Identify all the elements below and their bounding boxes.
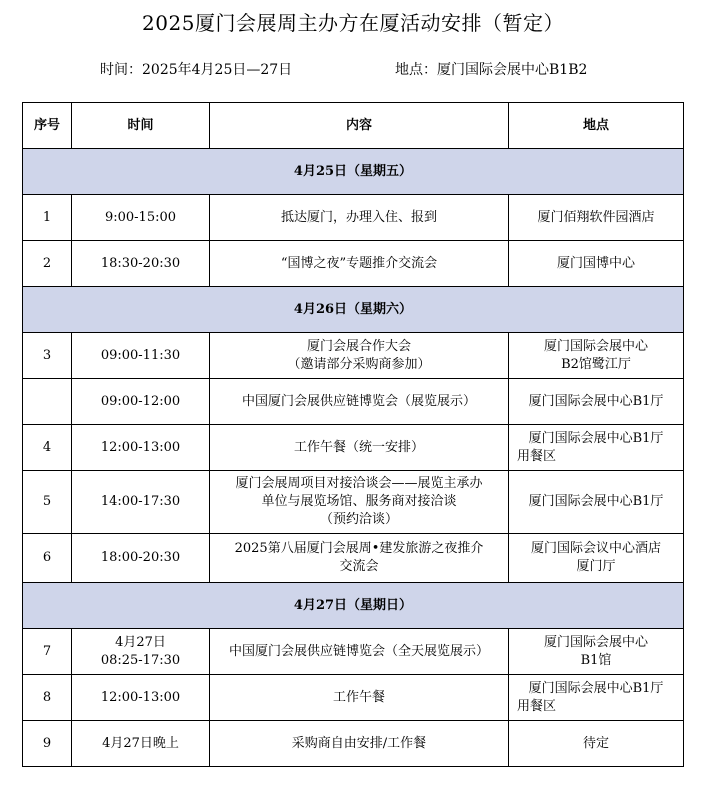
schedule-table — [22, 102, 684, 767]
row-content: 中国厦门会展供应链博览会（展览展示） — [210, 379, 509, 425]
row-place: 厦门国博中心 — [509, 241, 684, 287]
row-no: 7 — [23, 629, 72, 675]
row-place: 厦门国际会展中心B1厅 — [509, 471, 684, 534]
table-row — [23, 241, 684, 287]
table-row — [23, 195, 684, 241]
row-no: 3 — [23, 333, 72, 379]
row-place: 待定 — [509, 721, 684, 767]
table-row — [23, 471, 684, 534]
event-place: 地点：厦门国际会展中心B1B2 — [395, 62, 588, 78]
day-section-row — [23, 287, 684, 333]
row-time: 12:00-13:00 — [72, 425, 210, 471]
table-row — [23, 534, 684, 583]
day-label: 4月26日（星期六） — [23, 287, 684, 333]
row-place: 厦门佰翔软件园酒店 — [509, 195, 684, 241]
row-no: 9 — [23, 721, 72, 767]
row-place: 厦门国际会议中心酒店 厦门厅 — [509, 534, 684, 583]
row-time: 9:00-15:00 — [72, 195, 210, 241]
header-content: 内容 — [210, 103, 509, 149]
row-place: 厦门国际会展中心B1厅 用餐区 — [509, 425, 684, 471]
day-section-row — [23, 149, 684, 195]
row-content: 抵达厦门，办理入住、报到 — [210, 195, 509, 241]
row-time: 4月27日 08:25-17:30 — [72, 629, 210, 675]
row-place: 厦门国际会展中心B1厅 用餐区 — [509, 675, 684, 721]
row-content: 2025第八届厦门会展周•建发旅游之夜推介 交流会 — [210, 534, 509, 583]
row-content: 工作午餐（统一安排） — [210, 425, 509, 471]
schedule-body — [23, 149, 684, 767]
table-row — [23, 629, 684, 675]
row-no: 6 — [23, 534, 72, 583]
page-title: 2025厦门会展周主办方在厦活动安排（暂定） — [142, 11, 564, 35]
event-time: 时间：2025年4月25日—27日 — [100, 62, 293, 78]
table-row — [23, 379, 684, 425]
row-content: 采购商自由安排/工作餐 — [210, 721, 509, 767]
row-content: “国博之夜”专题推介交流会 — [210, 241, 509, 287]
row-no: 4 — [23, 425, 72, 471]
row-no — [23, 379, 72, 425]
row-no: 8 — [23, 675, 72, 721]
row-time: 09:00-11:30 — [72, 333, 210, 379]
row-content: 中国厦门会展供应链博览会（全天展览展示） — [210, 629, 509, 675]
header-time: 时间 — [72, 103, 210, 149]
row-no: 5 — [23, 471, 72, 534]
table-row — [23, 333, 684, 379]
day-label: 4月27日（星期日） — [23, 583, 684, 629]
header-no: 序号 — [23, 103, 72, 149]
row-no: 1 — [23, 195, 72, 241]
table-header-row — [23, 103, 684, 149]
row-time: 09:00-12:00 — [72, 379, 210, 425]
table-row — [23, 425, 684, 471]
row-no: 2 — [23, 241, 72, 287]
table-row — [23, 675, 684, 721]
row-time: 12:00-13:00 — [72, 675, 210, 721]
row-content: 工作午餐 — [210, 675, 509, 721]
header-place: 地点 — [509, 103, 684, 149]
day-section-row — [23, 583, 684, 629]
row-time: 14:00-17:30 — [72, 471, 210, 534]
day-label: 4月25日（星期五） — [23, 149, 684, 195]
row-time: 18:00-20:30 — [72, 534, 210, 583]
row-content: 厦门会展合作大会 （邀请部分采购商参加） — [210, 333, 509, 379]
row-place: 厦门国际会展中心B1厅 — [509, 379, 684, 425]
row-time: 18:30-20:30 — [72, 241, 210, 287]
row-place: 厦门国际会展中心 B1馆 — [509, 629, 684, 675]
table-row — [23, 721, 684, 767]
row-content: 厦门会展周项目对接洽谈会——展览主承办 单位与展览场馆、服务商对接洽谈 （预约洽谈） — [210, 471, 509, 534]
row-time: 4月27日晚上 — [72, 721, 210, 767]
row-place: 厦门国际会展中心 B2馆鹭江厅 — [509, 333, 684, 379]
